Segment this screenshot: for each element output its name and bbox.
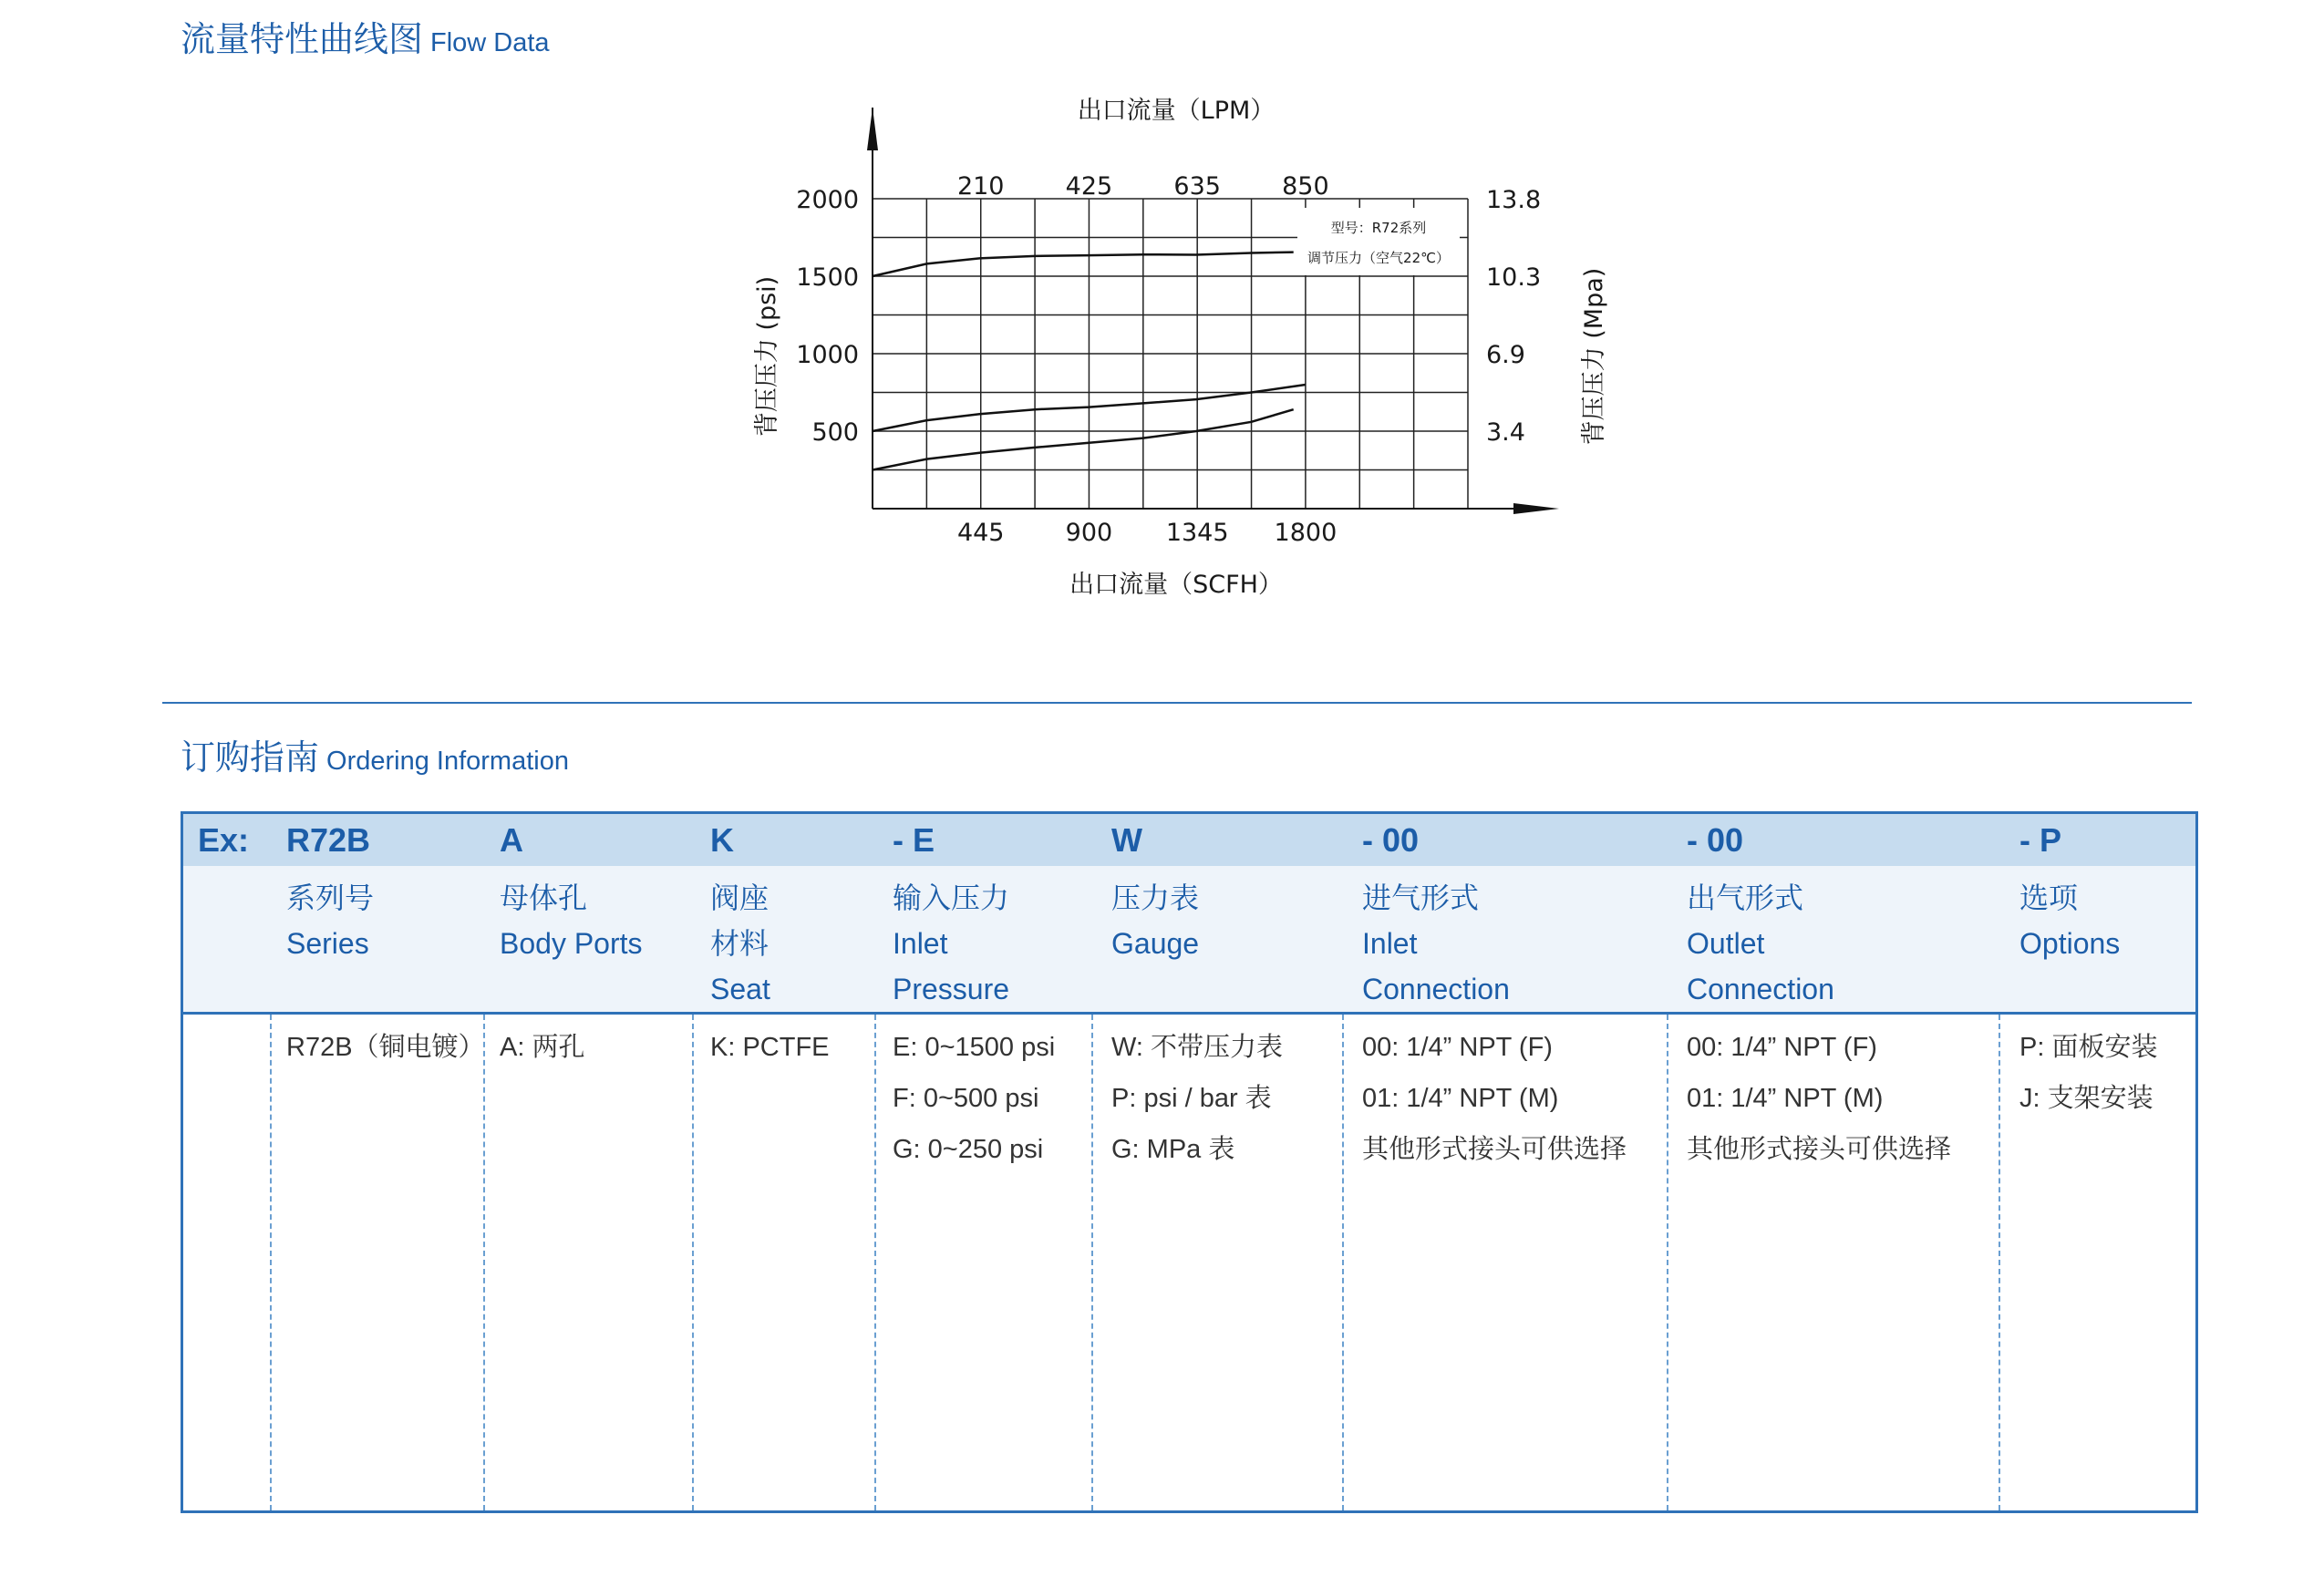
column-divider bbox=[483, 1015, 485, 1510]
order-title-en: Ordering Information bbox=[326, 747, 569, 776]
right-tick-label: 13.8 bbox=[1486, 186, 1542, 214]
column-divider bbox=[270, 1015, 272, 1510]
header-options-en: Options bbox=[2019, 927, 2121, 960]
bottom-tick-label: 1800 bbox=[1274, 519, 1338, 547]
header-inlet-en-1: Inlet bbox=[893, 927, 948, 960]
legend-line-condition: 调节压力（空气22℃） bbox=[1307, 250, 1450, 266]
top-tick-label: 425 bbox=[1065, 172, 1113, 201]
values-inlet-pressure bbox=[893, 1022, 1055, 1175]
chart-legend bbox=[1297, 208, 1460, 275]
flow-curve-1 bbox=[873, 252, 1294, 276]
header-inlet-en-2: Pressure bbox=[893, 973, 1010, 1005]
values-outlet-connection bbox=[1687, 1022, 1951, 1175]
values-seat bbox=[710, 1022, 830, 1073]
bottom-tick-label: 445 bbox=[956, 519, 1005, 547]
code-seat: K bbox=[710, 821, 734, 859]
values-series bbox=[286, 1022, 485, 1073]
header-outlet-conn-en-1: Outlet bbox=[1687, 927, 1765, 960]
values-body-ports bbox=[500, 1022, 584, 1073]
flow-data-title bbox=[181, 11, 550, 61]
left-tick-label: 2000 bbox=[796, 186, 859, 214]
code-inlet: - E bbox=[893, 821, 935, 859]
code-body: A bbox=[500, 821, 523, 859]
flow-chart bbox=[748, 91, 1641, 620]
value-outlet-conn-1: 01: 1/4” NPT (M) bbox=[1687, 1084, 1884, 1113]
header-row bbox=[183, 866, 2195, 1015]
right-axis-label: 背压压力 (Mpa) bbox=[1580, 267, 1608, 446]
top-axis-label: 出口流量（LPM） bbox=[1077, 97, 1276, 125]
header-body-en: Body Ports bbox=[500, 927, 643, 960]
header-inlet-conn-en-2: Connection bbox=[1362, 973, 1510, 1005]
order-title-cn: 订购指南 bbox=[181, 737, 320, 778]
header-inlet-pressure bbox=[893, 875, 1009, 1012]
ordering-info-title bbox=[181, 729, 569, 779]
header-inlet-connection bbox=[1362, 875, 1510, 1012]
bottom-axis-label: 出口流量（SCFH） bbox=[1069, 571, 1283, 599]
column-divider bbox=[1342, 1015, 1344, 1510]
header-seat-en: Seat bbox=[710, 973, 770, 1005]
left-axis-label: 背压压力 (psi) bbox=[753, 275, 781, 438]
header-series-en: Series bbox=[286, 927, 369, 960]
column-divider bbox=[1667, 1015, 1668, 1510]
value-inlet-conn-1: 01: 1/4” NPT (M) bbox=[1362, 1084, 1559, 1113]
column-divider bbox=[1091, 1015, 1093, 1510]
value-options-1: J: 支架安装 bbox=[2019, 1084, 2154, 1113]
ordering-table bbox=[181, 811, 2198, 1513]
example-code-row bbox=[183, 814, 2195, 866]
legend-line-model: 型号：R72系列 bbox=[1330, 220, 1427, 236]
header-series bbox=[286, 875, 374, 966]
flow-title-cn: 流量特性曲线图 bbox=[181, 19, 424, 59]
bottom-tick-label: 1345 bbox=[1165, 519, 1229, 547]
value-options-0: P: 面板安装 bbox=[2019, 1033, 2158, 1062]
value-gauge-0: W: 不带压力表 bbox=[1111, 1033, 1283, 1062]
left-tick-label: 1000 bbox=[796, 341, 859, 369]
value-inlet-0: E: 0~1500 psi bbox=[893, 1033, 1056, 1062]
header-gauge-en: Gauge bbox=[1111, 927, 1200, 960]
top-tick-label: 635 bbox=[1173, 172, 1221, 201]
top-tick-label: 850 bbox=[1282, 172, 1329, 201]
header-inlet-conn-en-1: Inlet bbox=[1362, 927, 1418, 960]
x-axis-arrow bbox=[1513, 503, 1559, 514]
code-gauge: W bbox=[1111, 821, 1142, 859]
header-inlet-conn-cn: 进气形式 bbox=[1362, 881, 1480, 915]
value-gauge-1: P: psi / bar 表 bbox=[1111, 1084, 1272, 1113]
header-seat bbox=[710, 875, 770, 1012]
value-gauge-2: G: MPa 表 bbox=[1111, 1135, 1235, 1164]
header-options-cn: 选项 bbox=[2019, 881, 2079, 915]
header-inlet-cn: 输入压力 bbox=[893, 881, 1010, 915]
header-body-ports bbox=[500, 875, 643, 966]
values-gauge bbox=[1111, 1022, 1283, 1175]
code-outlet-connection: - 00 bbox=[1687, 821, 1744, 859]
column-divider bbox=[1999, 1015, 2000, 1510]
header-series-cn: 系列号 bbox=[286, 881, 375, 915]
section-divider bbox=[162, 702, 2192, 704]
header-outlet-conn-cn: 出气形式 bbox=[1687, 881, 1804, 915]
top-tick-label: 210 bbox=[956, 172, 1005, 201]
code-ex: Ex: bbox=[198, 821, 250, 859]
left-tick-label: 500 bbox=[811, 418, 859, 447]
value-seat-0: K: PCTFE bbox=[710, 1033, 830, 1062]
code-series: R72B bbox=[286, 821, 371, 859]
value-inlet-conn-2: 其他形式接头可供选择 bbox=[1362, 1135, 1627, 1164]
value-outlet-conn-2: 其他形式接头可供选择 bbox=[1687, 1135, 1952, 1164]
header-seat-cn-1: 阀座 bbox=[710, 881, 770, 915]
header-options bbox=[2019, 875, 2120, 966]
value-series-0: R72B（铜电镀） bbox=[286, 1033, 485, 1062]
value-inlet-2: G: 0~250 psi bbox=[893, 1135, 1044, 1164]
right-tick-label: 6.9 bbox=[1486, 341, 1525, 369]
right-tick-label: 10.3 bbox=[1486, 263, 1542, 292]
left-tick-label: 1500 bbox=[796, 263, 859, 292]
value-outlet-conn-0: 00: 1/4” NPT (F) bbox=[1687, 1033, 1877, 1062]
value-inlet-1: F: 0~500 psi bbox=[893, 1084, 1039, 1113]
bottom-tick-label: 900 bbox=[1065, 519, 1113, 547]
header-outlet-conn-en-2: Connection bbox=[1687, 973, 1834, 1005]
value-body-0: A: 两孔 bbox=[500, 1033, 585, 1062]
value-inlet-conn-0: 00: 1/4” NPT (F) bbox=[1362, 1033, 1553, 1062]
header-gauge-cn: 压力表 bbox=[1111, 881, 1200, 915]
column-divider bbox=[692, 1015, 694, 1510]
header-gauge bbox=[1111, 875, 1199, 966]
flow-title-en: Flow Data bbox=[430, 28, 550, 57]
values-options bbox=[2019, 1022, 2157, 1124]
column-divider bbox=[874, 1015, 876, 1510]
code-inlet-connection: - 00 bbox=[1362, 821, 1420, 859]
code-options: - P bbox=[2019, 821, 2062, 859]
header-body-cn: 母体孔 bbox=[500, 881, 588, 915]
header-outlet-connection bbox=[1687, 875, 1834, 1012]
values-inlet-connection bbox=[1362, 1022, 1627, 1175]
header-seat-cn-2: 材料 bbox=[710, 926, 770, 961]
right-tick-label: 3.4 bbox=[1486, 418, 1525, 447]
y-axis-arrow bbox=[867, 108, 878, 150]
